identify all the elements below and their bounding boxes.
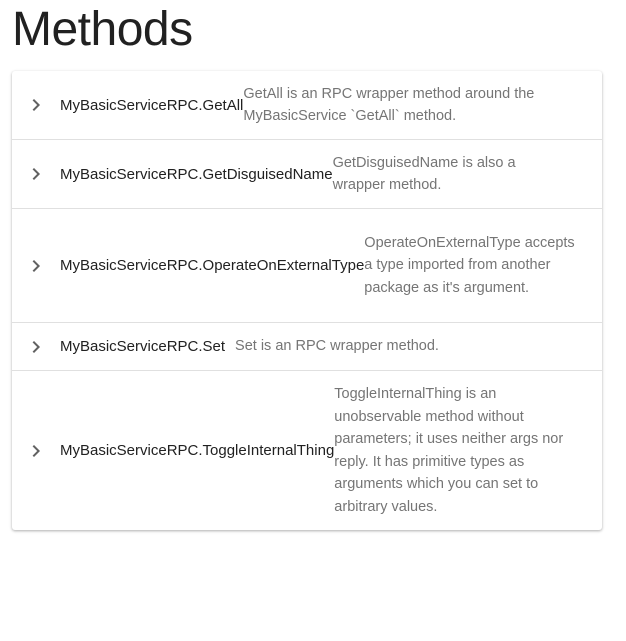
method-row-toggle-internal-thing[interactable] [12,371,602,530]
page-title: Methods [12,3,193,56]
method-description: ToggleInternalThing is an unobservable method without parameters; it uses neither args nor reply. It has primitive types as arguments which you can set to arbitrary values. [334,386,564,515]
method-name: MyBasicServiceRPC.OperateOnExternalType [60,257,365,274]
chevron-right-icon[interactable] [12,93,60,117]
chevron-right-icon[interactable] [12,254,60,278]
chevron-right-icon[interactable] [12,335,60,359]
method-name: MyBasicServiceRPC.GetDisguisedName [60,165,333,183]
method-name: MyBasicServiceRPC.GetAll [60,96,244,114]
method-row-get-all[interactable] [12,71,602,140]
method-description: OperateOnExternalType accepts a type imported from another package as it's argument. [364,234,575,296]
method-name: MyBasicServiceRPC.Set [60,338,226,355]
method-row-set[interactable] [12,323,602,371]
chevron-right-icon[interactable] [12,162,60,186]
methods-list [12,71,602,530]
method-row-get-disguised-name[interactable] [12,140,602,209]
method-row-operate-on-external-type[interactable] [12,209,602,323]
method-description: Set is an RPC wrapper method. [235,338,439,355]
method-description: GetAll is an RPC wrapper method around the MyBasicService `GetAll` method. [243,85,535,124]
method-name: MyBasicServiceRPC.ToggleInternalThing [60,442,335,459]
chevron-right-icon[interactable] [12,439,60,463]
method-description: GetDisguisedName is also a wrapper method. [332,154,516,193]
